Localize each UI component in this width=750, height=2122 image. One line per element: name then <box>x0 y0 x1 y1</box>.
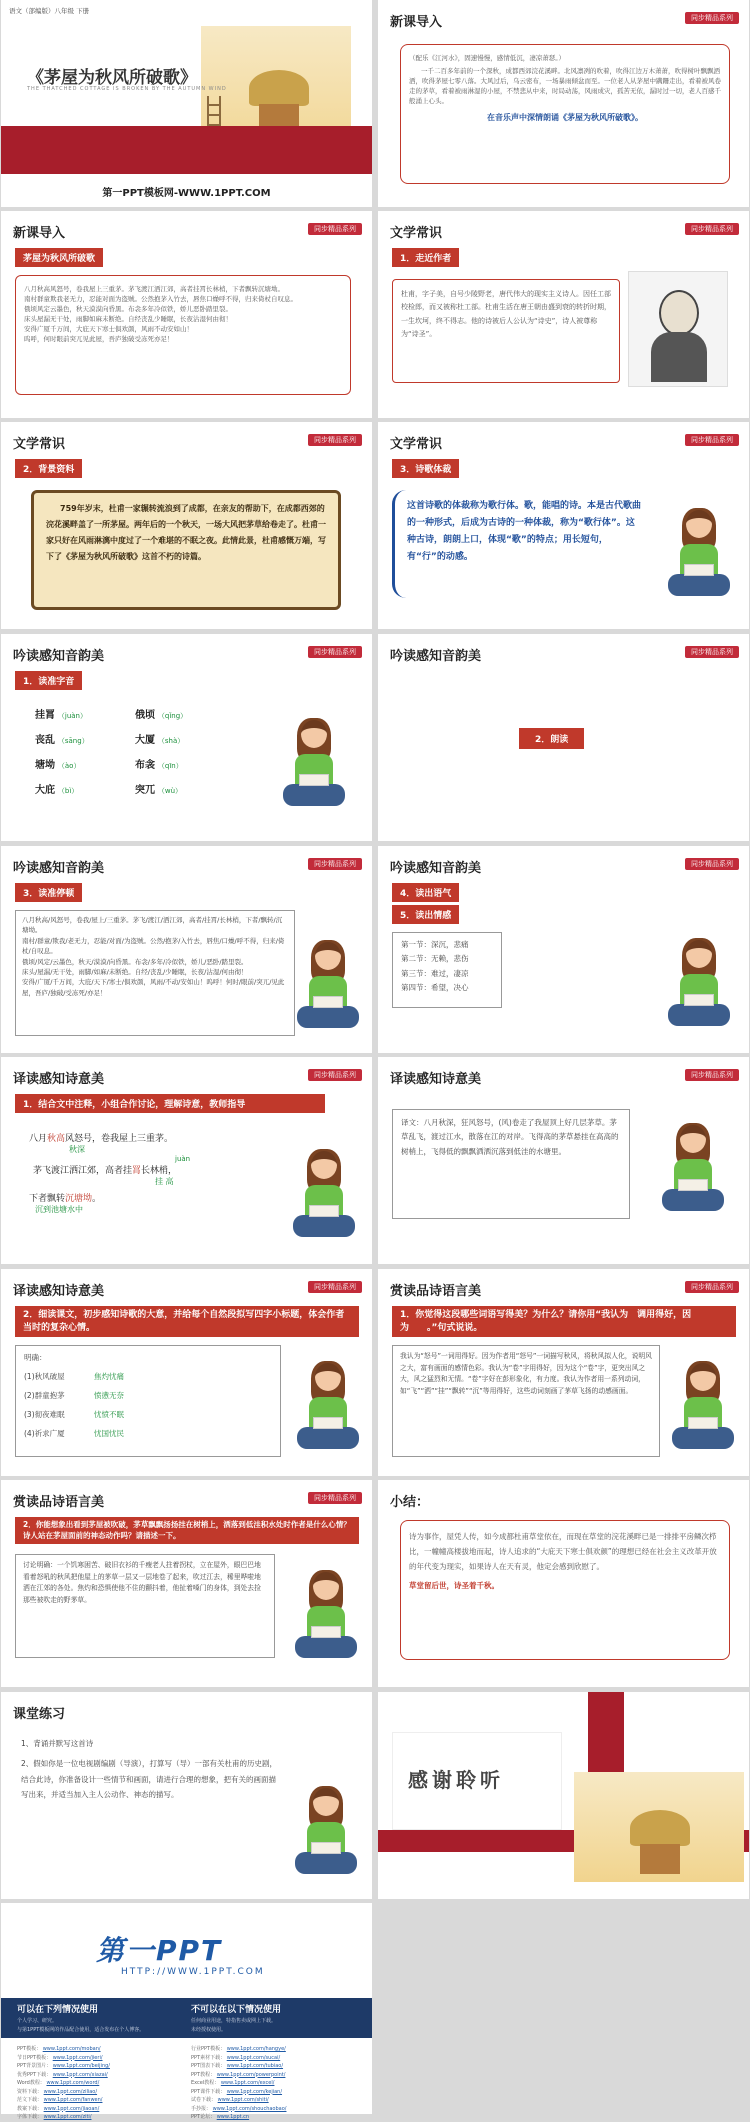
paragraph-title: (1)秋风破屋 <box>24 1372 65 1381</box>
answer-box <box>15 1345 281 1457</box>
slide-author[interactable] <box>378 211 749 418</box>
pinyin: juàn <box>64 712 80 720</box>
girl-reading-illustration <box>664 936 734 1036</box>
poem-line: 俄顷风定云墨色，秋天漠漠向昏黑。布衾多年冷似铁，娇儿恶卧踏里裂。 <box>24 305 232 314</box>
word-item: 大厦 （shà） <box>135 735 185 746</box>
emotion-item: 第四节：希望，决心 <box>401 982 469 992</box>
slide-cover[interactable] <box>1 0 372 207</box>
slide-title: 吟读感知音韵美 <box>13 861 105 876</box>
girl-reading-illustration <box>279 716 349 816</box>
emotion-item: 第一节：深沉，悲痛 <box>401 940 469 949</box>
girl-reading-illustration <box>291 1568 361 1668</box>
translation-box: 译文：八月秋深，狂风怒号，(风)卷走了我屋顶上好几层茅草。茅草乱飞，渡过江水，散落在江的对岸。飞得高的茅草悬挂在高高的树梢上，飞得低的飘飘洒洒沉落到低洼的水塘里。 <box>392 1109 630 1219</box>
poem-line: 南村群童欺我老无力，忍能对面为盗贼。公然抱茅入竹去，唇焦口燥呼不得，归来倚杖自叹息。 <box>24 295 297 304</box>
exercise-list <box>21 1736 283 1803</box>
section-label: 1．走近作者 <box>392 248 459 267</box>
slide-title: 新课导入 <box>390 15 443 30</box>
paragraph-title: (4)祈求广厦 <box>24 1429 65 1438</box>
pause-line: 床头/屋漏/无干处，雨脚/如麻/未断绝。自经/丧乱/少睡眠，长夜/沾湿/何由彻！ <box>22 967 248 976</box>
poem-line: 呜呼，何时眼前突兀见此屋，吾庐独破受冻死亦足！ <box>24 335 174 344</box>
read-aloud-button[interactable]: 2．朗读 <box>519 728 584 749</box>
link-item[interactable]: PPT论坛： www.1ppt.cn <box>191 2114 250 2120</box>
author-text: 杜甫，字子美，自号少陵野老，唐代伟大的现实主义诗人。因任工部校检郎，而又被称杜工部。杜甫生活在唐王朝由盛到衰的转折时期，一生坎坷，终不得志。他的诗被后人公认为“诗史”，诗人被尊称为“诗圣”。 <box>401 290 611 338</box>
word-item: 塘坳 （ào） <box>35 760 81 771</box>
mood: 忧国忧民 <box>94 1429 124 1438</box>
genre-text: 这首诗歌的体裁称为歌行体。歌，能唱的诗。本是古代歌曲的一种形式，后成为古诗的一种体裁，称为“歌行体”。这种古诗，朗朗上口，体现“歌”的特点；用长短句，有“行”的动感。 <box>392 490 654 598</box>
mood: 忧愤不眠 <box>94 1410 124 1419</box>
du-fu-portrait <box>628 271 728 387</box>
pinyin: qīn <box>164 762 176 770</box>
series-tag: 同步精品系列 <box>685 1281 739 1293</box>
pinyin: bì <box>64 787 72 795</box>
word: 俄顷 <box>135 710 155 721</box>
section-label: 1．结合文中注释，小组合作讨论，理解诗意，教师指导 <box>15 1094 325 1113</box>
summary-text: 诗为事作，屋凭人传，如今成都杜甫草堂依在，而现在草堂的浣花溪畔已是一排排平房鳞次栉比，一幢幢高楼拔地而起，诗人追求的“大庇天下寒士俱欢颜”的理想已经在社会主义改革开放的年代变为现实，如果诗人在天有灵，他定会感到欣慰了。 <box>409 1532 717 1571</box>
intro-highlight: 在音乐声中深情朗诵《茅屋为秋风所破歌》。 <box>487 113 643 123</box>
word-item: 布衾 （qīn） <box>135 760 183 771</box>
series-tag: 同步精品系列 <box>308 646 362 658</box>
girl-reading-illustration <box>289 1147 359 1247</box>
author-box <box>392 279 620 383</box>
series-tag: 同步精品系列 <box>685 1069 739 1081</box>
cover-subtitle: THE THATCHED COTTAGE IS BROKEN BY THE AUTUMN WIND <box>27 86 227 92</box>
pinyin: wù <box>164 787 176 795</box>
link-item[interactable]: PPT教程： www.1ppt.com/powerpoint/ <box>191 2071 286 2078</box>
word: 大厦 <box>135 735 155 746</box>
link-list-right <box>191 2045 286 2122</box>
slide-title: 赏读品诗语言美 <box>13 1495 105 1510</box>
section-label: 2．背景资料 <box>15 459 82 478</box>
link-item[interactable]: PPT图表下载： www.1ppt.com/tubiao/ <box>191 2063 284 2069</box>
annotation: 秋深 <box>69 1145 85 1154</box>
girl-reading-illustration <box>668 1359 738 1459</box>
word: 挂罥 <box>35 710 55 721</box>
word-item: 挂罥 （juàn） <box>35 710 87 721</box>
mood: 焦灼忧痛 <box>94 1372 124 1381</box>
slide-meaning-1[interactable] <box>1 1057 372 1264</box>
annotation: 沉到池塘水中 <box>35 1205 83 1214</box>
word: 突兀 <box>135 785 155 796</box>
series-tag: 同步精品系列 <box>308 1492 362 1504</box>
pause-line: 安得/广厦/千万间，大庇/天下/寒士/俱欢颜，风雨/不动/安如山！呜呼！何时/眼前/突兀/见此屋，吾庐/独破/受冻死/亦足！ <box>22 978 285 997</box>
pinyin: shà <box>164 737 178 745</box>
word: 布衾 <box>135 760 155 771</box>
word-item: 大庇 （bì） <box>35 785 79 796</box>
series-tag: 同步精品系列 <box>685 12 739 24</box>
link-item[interactable]: 资料下载： www.1ppt.com/ziliao/ <box>17 2088 98 2095</box>
section-label: 1．读准字音 <box>15 671 82 690</box>
intro-paragraph: 一千二百多年前的一个深秋，成都西郊浣花溪畔。北风凛冽的吹着，吹得江边万木萧萧，吹得树叶飘飘洒洒，吹得茅屋七零八落。大风过后，乌云密布，一场暴雨倾盆而至。一位老人从茅屋中蹒跚走出，看着被风卷走的茅草，看着被雨淋湿的小屋，不禁悲从中来，时局动荡，风雨成灾，孤苦无依，漏时过一切，老人百感千般涌上心头。 <box>409 67 721 106</box>
link-item[interactable]: 教案下载： www.1ppt.com/jiaoan/ <box>17 2105 100 2112</box>
girl-reading-illustration <box>293 1359 363 1459</box>
usage-forbidden: 不可以在以下情况使用 任何商业用途，特指售卖或网上下载。 未经授权使用。 <box>191 2005 282 2033</box>
slide-exercise[interactable] <box>1 1692 372 1899</box>
annotated-poem <box>29 1131 190 1215</box>
slide-pronunciation[interactable] <box>1 634 372 841</box>
paragraph-title: (2)群童抱茅 <box>24 1391 65 1400</box>
cover-title: 《茅屋为秋风所破歌》 <box>27 68 197 88</box>
slide-title: 赏读品诗语言美 <box>390 1284 482 1299</box>
slide-title: 文学常识 <box>390 226 443 241</box>
girl-reading-illustration <box>293 938 363 1038</box>
slide-read-aloud[interactable] <box>378 634 749 841</box>
slide-title: 文学常识 <box>13 437 66 452</box>
slide-title: 译读感知诗意美 <box>13 1072 105 1087</box>
section-label: 2．细读课文，初步感知诗歌的大意，并给每个自然段拟写四字小标题，体会作者当时的复杂心情。 <box>15 1306 359 1337</box>
slide-title: 译读感知诗意美 <box>390 1072 482 1087</box>
series-tag: 同步精品系列 <box>308 858 362 870</box>
series-tag: 同步精品系列 <box>308 1069 362 1081</box>
pause-line: 南村/群童/欺我/老无力，忍能/对面/为盗贼。公然/抱茅/入竹去，唇焦/口燥/呼不得，归来/倚杖/自叹息。 <box>22 936 285 956</box>
paragraph-title: (3)彻夜难眠 <box>24 1410 65 1419</box>
series-tag: 同步精品系列 <box>308 434 362 446</box>
pause-box <box>15 910 295 1036</box>
exercise-item: 1、背诵并默写这首诗 <box>21 1739 94 1748</box>
slide-background[interactable] <box>1 422 372 629</box>
answer-head: 明确： <box>24 1353 47 1362</box>
poem-line: 八月秋高风怒号，卷我屋上三重茅。茅飞渡江洒江郊，高者挂罥长林梢，下者飘转沉塘坳。 <box>24 285 284 293</box>
girl-reading-illustration <box>658 1121 728 1221</box>
link-item[interactable]: 优秀PPT下载： www.1ppt.com/xiazai/ <box>17 2071 108 2078</box>
link-item[interactable]: PPT课件下载： www.1ppt.com/kejian/ <box>191 2088 283 2095</box>
summary-highlight: 草堂留后世，诗圣着千秋。 <box>409 1581 499 1590</box>
slide-title: 吟读感知音韵美 <box>13 649 105 664</box>
link-item[interactable]: PPT模板： www.1ppt.com/moban/ <box>17 2046 101 2052</box>
thatched-hut-illustration <box>630 1810 690 1880</box>
usage-band <box>1 1998 372 2038</box>
poem-line: 床头屋漏无干处，雨脚如麻未断绝。自经丧乱少睡眠，长夜沾湿何由彻！ <box>24 315 232 324</box>
link-item[interactable]: 范文下载： www.1ppt.com/fanwen/ <box>17 2097 103 2103</box>
answer-box: 讨论明确：一个饥寒困苦、破旧衣衫的千瘦老人拄着拐杖，立在屋外，眼巴巴地看着怒吼的秋风把他屋上的茅草一层又一层地卷了起来，吹过江去，稀里哗啦地洒在江郊的各处。焦灼和恐惧使他不住的颤抖着，他扯着嗓门的身体，到处去捡那些被吹走的野茅草。 <box>15 1554 275 1658</box>
cover-website: 第一PPT模板网-WWW.1PPT.COM <box>102 188 271 199</box>
series-tag: 同步精品系列 <box>308 223 362 235</box>
series-tag: 同步精品系列 <box>685 434 739 446</box>
slide-pauses[interactable] <box>1 846 372 1053</box>
summary-box <box>400 1520 730 1660</box>
slide-title: 课堂练习 <box>13 1707 66 1722</box>
brand-url[interactable]: HTTP://WWW.1PPT.COM <box>121 1967 265 1977</box>
slide-title: 译读感知诗意美 <box>13 1284 105 1299</box>
pinyin: ào <box>64 762 74 770</box>
annotation: 挂 高 <box>155 1177 174 1186</box>
link-list-left <box>17 2045 110 2122</box>
thanks-title: 感谢聆听 <box>408 1768 504 1792</box>
emotion-item: 第二节：无赖，悲伤 <box>401 954 469 964</box>
section-label: 3．诗歌体裁 <box>392 459 459 478</box>
section-label: 5．读出情感 <box>392 905 459 924</box>
word-item: 丧乱 （sāng） <box>35 735 89 746</box>
cover-red-band <box>1 126 372 174</box>
poem-line-3: 下者飘转沉塘坳。 <box>29 1194 102 1204</box>
link-item[interactable]: 试卷下载： www.1ppt.com/shiti/ <box>191 2097 269 2103</box>
link-item[interactable]: PPT背景图片： www.1ppt.com/beijing/ <box>17 2063 110 2069</box>
slide-title: 小结： <box>390 1495 430 1510</box>
slide-genre[interactable] <box>378 422 749 629</box>
section-label: 2．你能想象出看到茅屋被吹破，茅草飘飘扬扬挂在树梢上，洒落到低洼积水处时作者是什么心情？诗人站在茅屋面前的神态动作吗？请描述一下。 <box>15 1517 359 1544</box>
slide-title: 吟读感知音韵美 <box>390 649 482 664</box>
pinyin: sāng <box>64 737 82 745</box>
section-label: 4．读出语气 <box>392 883 459 902</box>
link-item[interactable]: 节日PPT模板： www.1ppt.com/jieri/ <box>17 2054 103 2061</box>
series-tag: 同步精品系列 <box>685 223 739 235</box>
usage-allowed: 可以在下列情况使用 个人学习、研究。 与第1PPT模板网的作品配合使用，适合发布在个人博客。 <box>17 2005 145 2033</box>
link-item[interactable]: PPT素材下载： www.1ppt.com/sucai/ <box>191 2054 281 2061</box>
girl-reading-illustration <box>664 506 734 606</box>
pause-line: 俄顷/风定/云墨色，秋天/漠漠/向昏黑。布衾/多年/冷似铁，娇儿/恶卧/踏里裂。 <box>22 957 248 966</box>
scroll-text: 759年岁末，杜甫一家辗转流浪到了成都，在亲友的帮助下，在成都西郊的浣花溪畔盖了一所茅屋。两年后的一个秋天，一场大风把茅草给卷走了。杜甫一家只好在风雨淋漓中度过了一个难堪的不眠之夜。此情此景，杜甫感慨万端，写下了《茅屋为秋风所破歌》这首不朽的诗篇。 <box>31 490 341 610</box>
slide-language-1[interactable] <box>378 1269 749 1476</box>
pinyin-annotation: juàn <box>175 1155 191 1163</box>
answer-box: 我认为“怒号”一词用得好。因为作者用“怒号”一词描写秋风，将秋风拟人化，说明风之大，富有画面的感情色彩。我认为“卷”字用得好，因为这个“卷”字，更突出风之大，风之猛烈和无情。“卷”字好在彭形象化，有力度。我认为作者用一系列动词，如“飞”“洒”“挂”“飘转”“沉”等用得好，这些动词刻画了茅草飞扬的动感画面。 <box>392 1345 660 1457</box>
link-item[interactable]: 行业PPT模板： www.1ppt.com/hangye/ <box>191 2046 286 2052</box>
series-tag: 同步精品系列 <box>685 858 739 870</box>
slide-summary[interactable] <box>378 1480 749 1687</box>
exercise-item: 2、假如你是一位电视剧编剧（导演），打算写（导）一部有关杜甫的历史剧，结合此诗，你准备设计一些情节和画面，请进行合理的想象，把有关的画面描写出来，并适当加入主人公动作、神态的描写。 <box>21 1758 278 1800</box>
slide-thanks[interactable] <box>378 1692 749 1899</box>
slide-title: 文学常识 <box>390 437 443 452</box>
series-tag: 同步精品系列 <box>685 646 739 658</box>
link-item[interactable]: 手抄报： www.1ppt.com/shouchaobao/ <box>191 2105 287 2112</box>
word-item: 突兀 （wù） <box>135 785 183 796</box>
intro-box <box>400 44 730 184</box>
section-label: 1．你觉得这段哪些词语写得美？为什么？请你用“我认为 调用得好，因为 。”句式说说。 <box>392 1306 736 1337</box>
slide-title: 新课导入 <box>13 226 66 241</box>
poem-line-1: 八月秋高风怒号，卷我屋上三重茅。 <box>29 1134 174 1144</box>
word: 丧乱 <box>35 735 55 746</box>
link-item[interactable]: 字体下载： www.1ppt.com/ziti/ <box>17 2114 92 2120</box>
emotion-box <box>392 932 502 1008</box>
music-note: （配乐《江河水》，固速慢慢，感情低沉，凄凉萧瑟。） <box>409 54 565 62</box>
poem-line: 安得广厦千万间，大庇天下寒士俱欢颜，风雨不动安如山！ <box>24 325 193 334</box>
section-label: 3．读准停顿 <box>15 883 82 902</box>
link-item[interactable]: Word教程： www.1ppt.com/word/ <box>17 2080 100 2086</box>
word: 大庇 <box>35 785 55 796</box>
girl-reading-illustration <box>291 1784 361 1884</box>
slide-title: 吟读感知音韵美 <box>390 861 482 876</box>
link-item[interactable]: Excel教程： www.1ppt.com/excel/ <box>191 2080 275 2086</box>
cover-header: 语文（部编版）八年级 下册 <box>9 7 90 15</box>
poem-line-2: 茅飞渡江洒江郊，高者挂罥长林梢， <box>33 1166 178 1176</box>
slide-language-2[interactable] <box>1 1480 372 1687</box>
emotion-item: 第三节：难过，凄凉 <box>401 968 469 978</box>
series-tag: 同步精品系列 <box>308 1281 362 1293</box>
poem-title-label: 茅屋为秋风所破歌 <box>15 248 103 267</box>
pause-line: 八月秋高/风怒号，卷我/屋上/三重茅。茅飞/渡江/洒江郊，高者/挂罥/长林梢，下者/飘转/沉塘坳。 <box>22 916 283 935</box>
poem-box <box>15 275 351 395</box>
slide-translation[interactable] <box>378 1057 749 1264</box>
slide-intro-1[interactable] <box>378 0 749 207</box>
brand-logo: 第一PPT <box>96 1934 223 1967</box>
slide-ad[interactable] <box>1 1903 372 2120</box>
slide-intro-2[interactable] <box>1 211 372 418</box>
word: 塘坳 <box>35 760 55 771</box>
pinyin: qǐng <box>164 712 181 720</box>
word-item: 俄顷 （qǐng） <box>135 710 188 721</box>
mood: 愤懑无奈 <box>94 1391 124 1400</box>
word-list <box>35 706 235 796</box>
slide-tone-emotion[interactable] <box>378 846 749 1053</box>
slide-subtitles[interactable] <box>1 1269 372 1476</box>
